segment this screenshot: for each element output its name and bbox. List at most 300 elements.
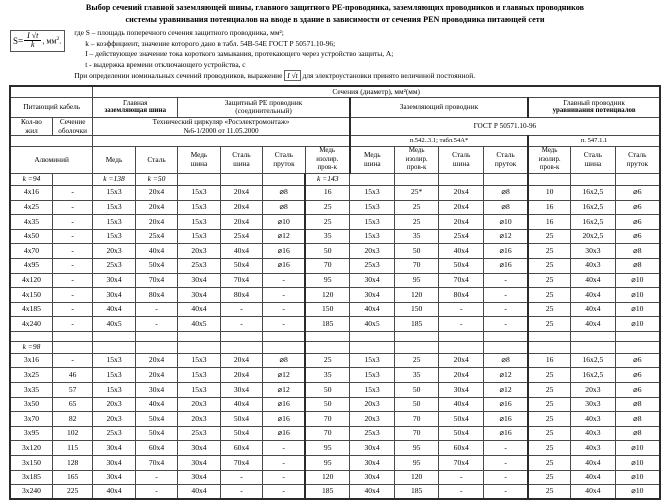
table-cell: 30x4 <box>93 456 135 471</box>
table-cell: 16x2,5 <box>571 368 616 383</box>
table-row <box>10 397 660 412</box>
table-row <box>10 441 660 456</box>
table-cell: 4x95 <box>10 258 52 273</box>
table-cell: 15x3 <box>350 368 395 383</box>
col-pe-steel-rod: Сталь пруток <box>263 147 305 174</box>
table-cell: 25x3 <box>93 258 135 273</box>
table-cell: 150 <box>305 302 350 317</box>
page-title <box>0 0 670 25</box>
table-cell: 30x4 <box>350 456 395 471</box>
table-cell: 40x4 <box>178 485 220 500</box>
table-cell: 10 <box>528 185 570 200</box>
table-cell: ⌀10 <box>263 215 305 230</box>
table-cell: ⌀8 <box>484 185 529 200</box>
table-cell: - <box>439 485 484 500</box>
table-row <box>10 470 660 485</box>
legend-line-s: где S – площадь поперечного сечения защитного проводника, мм²; <box>74 28 284 37</box>
table-cell: - <box>439 302 484 317</box>
table-cell: 50x4 <box>439 258 484 273</box>
table-cell: ⌀16 <box>484 397 529 412</box>
table-cell: 70x4 <box>135 273 177 288</box>
table-cell: - <box>263 456 305 471</box>
table-cell: 25 <box>528 244 570 259</box>
table-cell: 16 <box>528 353 570 368</box>
table-cell: 128 <box>52 456 92 471</box>
table-cell: 30x4 <box>178 441 220 456</box>
k-value-cell <box>615 173 660 185</box>
table-cell: 4x50 <box>10 229 52 244</box>
table-cell: 25x3 <box>178 258 220 273</box>
sheath-label-l2: оболочки <box>58 126 87 135</box>
table-cell: ⌀10 <box>615 456 660 471</box>
table-cell: ⌀16 <box>263 244 305 259</box>
k-value-cell <box>263 341 305 353</box>
table-cell: 3x35 <box>10 383 52 398</box>
k-value-cell <box>52 341 92 353</box>
table-cell: 20x4 <box>439 200 484 215</box>
reference-circular <box>93 117 350 135</box>
table-cell: 25 <box>528 456 570 471</box>
spacer-cell <box>305 331 350 341</box>
table-cell: 30x4 <box>93 470 135 485</box>
table-row <box>10 244 660 259</box>
table-cell: 3x50 <box>10 397 52 412</box>
table-cell: 25 <box>528 317 570 332</box>
title-line-1: Выбор сечений главной заземляющей шины, главного защитного PE-проводника, заземляющих проводников и главных проводников <box>85 3 585 12</box>
table-cell: 46 <box>52 368 92 383</box>
table-cell: 50x4 <box>439 426 484 441</box>
table-cell: 3x240 <box>10 485 52 500</box>
table-cell: 25 <box>528 397 570 412</box>
table-cell: - <box>52 244 92 259</box>
table-cell: - <box>52 200 92 215</box>
table-cell: 15x3 <box>178 185 220 200</box>
table-cell: 25 <box>305 200 350 215</box>
table-cell: 25 <box>394 353 439 368</box>
table-cell: 35 <box>394 229 439 244</box>
k-value-cell <box>439 341 484 353</box>
table-cell: - <box>484 485 529 500</box>
table-cell: ⌀6 <box>615 383 660 398</box>
formula-denominator: k <box>30 40 35 50</box>
col-earth-steel-bar: Сталь шина <box>439 147 484 174</box>
table-row <box>10 200 660 215</box>
table-cell: 16x2,5 <box>571 353 616 368</box>
table-cell: 25 <box>528 485 570 500</box>
spacer-cell <box>220 331 262 341</box>
table-cell: 120 <box>394 288 439 303</box>
table-cell: 25 <box>528 258 570 273</box>
table-cell: 16x2,5 <box>571 200 616 215</box>
table-cell: 40x3 <box>571 412 616 427</box>
table-cell: 20x4 <box>220 368 262 383</box>
reference-gost: ГОСТ Р 50571.10-96 <box>473 122 537 131</box>
table-cell: 50x4 <box>220 412 262 427</box>
table-cell: 15x3 <box>178 368 220 383</box>
table-cell: 3x150 <box>10 456 52 471</box>
table-cell: 50 <box>394 244 439 259</box>
legend-note <box>74 70 664 82</box>
table-cell: 70 <box>394 258 439 273</box>
table-cell: 60x4 <box>135 441 177 456</box>
spacer-cell <box>10 331 52 341</box>
group-pe-l2: (соединительный) <box>235 106 292 116</box>
table-cell: 20x4 <box>439 185 484 200</box>
table-cell: 25 <box>394 200 439 215</box>
k-values-row-section-2 <box>10 341 660 353</box>
banner-sections: Сечения (диаметр), мм²(мм) <box>93 86 660 98</box>
table-cell: 25x3 <box>350 426 395 441</box>
table-row <box>10 215 660 230</box>
k-value-cell <box>528 341 570 353</box>
table-cell: 50 <box>305 383 350 398</box>
table-cell: 40x4 <box>571 273 616 288</box>
table-cell: 25 <box>528 229 570 244</box>
table-row <box>10 273 660 288</box>
table-cell: 40x3 <box>571 426 616 441</box>
table-cell: 20x2,5 <box>571 229 616 244</box>
legend-line-i: I – действующее значение тока короткого замыкания, протекающего через устройство защиты, А; <box>85 49 394 59</box>
table-cell: ⌀12 <box>484 368 529 383</box>
table-cell: 40x4 <box>571 470 616 485</box>
table-cell: 20x3 <box>93 397 135 412</box>
table-cell: - <box>135 302 177 317</box>
table-cell: ⌀16 <box>484 426 529 441</box>
table-cell: 20x4 <box>439 215 484 230</box>
col-eq-steel-rod: Сталь пруток <box>615 147 660 174</box>
table-cell: 15x3 <box>178 200 220 215</box>
legend-note-before: При определении номинальных сечений проводников, выражение <box>74 71 283 81</box>
table-cell: 95 <box>305 273 350 288</box>
cores-label-l2: жил <box>25 126 38 135</box>
table-cell: 30x4 <box>178 288 220 303</box>
table-cell: 20x3 <box>178 397 220 412</box>
table-cell: ⌀16 <box>263 426 305 441</box>
table-cell: 185 <box>394 317 439 332</box>
table-cell: - <box>220 470 262 485</box>
table-cell: 25 <box>528 288 570 303</box>
table-cell: - <box>263 485 305 500</box>
table-cell: 20x4 <box>439 353 484 368</box>
table-cell: 15x3 <box>178 353 220 368</box>
table-cell: 185 <box>394 485 439 500</box>
table-cell: 30x4 <box>350 470 395 485</box>
table-cell: 4x150 <box>10 288 52 303</box>
table-cell: 95 <box>394 456 439 471</box>
k-value-cell <box>350 173 395 185</box>
clause-542: п.542..3.1; табл.54А* <box>350 136 528 147</box>
table-cell: - <box>484 273 529 288</box>
table-cell: 35 <box>305 229 350 244</box>
table-cell: 20x4 <box>135 368 177 383</box>
clause-spacer-left <box>10 136 93 147</box>
table-cell: ⌀8 <box>263 185 305 200</box>
table-cell: 25x4 <box>220 229 262 244</box>
section-separator-row <box>10 331 660 341</box>
col-pe-copper-bar: Медь шина <box>178 147 220 174</box>
table-cell: ⌀8 <box>615 412 660 427</box>
formula-fraction <box>24 32 41 50</box>
table-cell: 40x4 <box>93 302 135 317</box>
table-cell: 40x4 <box>439 397 484 412</box>
title-line-2: системы уравнивания потенциалов на вводе в здание в зависимости от сечения PEN проводника питающей сети <box>125 14 545 24</box>
group-earth-conductor: Заземляющий проводник <box>350 97 528 117</box>
table-cell: 4x25 <box>10 200 52 215</box>
table-cell: 15x3 <box>350 353 395 368</box>
table-cell: 40x4 <box>220 397 262 412</box>
table-cell: 150 <box>394 302 439 317</box>
cores-label-l1: Кол-во <box>21 117 42 126</box>
k-value-cell: k =143 <box>305 173 350 185</box>
col-eq-steel-bar: Сталь шина <box>571 147 616 174</box>
formula-lhs: S= <box>13 35 24 46</box>
conductor-sections-table <box>9 85 661 500</box>
table-cell: 70 <box>305 426 350 441</box>
table-cell: ⌀8 <box>615 244 660 259</box>
table-group-header-row <box>10 97 660 117</box>
table-cell: ⌀8 <box>615 258 660 273</box>
table-cell: ⌀10 <box>615 317 660 332</box>
k-value-cell: k =138 <box>93 173 135 185</box>
table-cell: ⌀16 <box>484 244 529 259</box>
table-cell: - <box>439 317 484 332</box>
table-cell: 40x4 <box>439 244 484 259</box>
table-row <box>10 302 660 317</box>
legend-text <box>65 28 664 82</box>
table-cell: 50x4 <box>439 412 484 427</box>
banner-spacer <box>10 86 93 98</box>
table-cell: 50 <box>394 397 439 412</box>
table-cell: 15x3 <box>178 215 220 230</box>
k-value-cell: k =94 <box>10 173 52 185</box>
spacer-cell <box>350 331 395 341</box>
table-cell: - <box>52 317 92 332</box>
formula-legend-block <box>0 25 670 84</box>
table-cell: ⌀10 <box>615 302 660 317</box>
table-cell: 25 <box>394 215 439 230</box>
spacer-cell <box>571 331 616 341</box>
table-cell: 16x2,5 <box>571 215 616 230</box>
table-cell: ⌀10 <box>484 215 529 230</box>
table-cell: 82 <box>52 412 92 427</box>
table-cell: 40x4 <box>571 485 616 500</box>
legend-note-after: для электроустановки принято величиной постоянной. <box>302 71 476 81</box>
spacer-cell <box>178 331 220 341</box>
spacer-cell <box>93 331 135 341</box>
table-cell: 60x4 <box>439 441 484 456</box>
table-cell: 20x3 <box>571 383 616 398</box>
k-value-cell <box>52 173 92 185</box>
table-cell: 25x3 <box>93 426 135 441</box>
k-values-row-section-1 <box>10 173 660 185</box>
table-cell: - <box>52 273 92 288</box>
table-cell: 35 <box>305 368 350 383</box>
table-cell: - <box>263 441 305 456</box>
table-row <box>10 317 660 332</box>
k-value-cell <box>263 173 305 185</box>
col-sheath-label <box>52 117 92 135</box>
table-cell: 70x4 <box>439 456 484 471</box>
k-value-cell <box>220 173 262 185</box>
table-cell: ⌀6 <box>615 353 660 368</box>
table-cell: ⌀12 <box>484 383 529 398</box>
table-cell: 3x16 <box>10 353 52 368</box>
spacer-cell <box>484 331 529 341</box>
table-cell: ⌀16 <box>263 397 305 412</box>
table-cell: 15x3 <box>350 200 395 215</box>
table-cell: 15x3 <box>93 383 135 398</box>
table-cell: 25 <box>528 441 570 456</box>
col-mgb-copper: Медь <box>93 147 135 174</box>
table-cell: 15x3 <box>93 215 135 230</box>
k-value-cell <box>615 341 660 353</box>
table-cell: 25 <box>528 412 570 427</box>
table-row <box>10 353 660 368</box>
table-cell: 30x4 <box>178 273 220 288</box>
table-cell: 95 <box>394 273 439 288</box>
table-cell: 4x35 <box>10 215 52 230</box>
table-cell: 4x70 <box>10 244 52 259</box>
table-cell: - <box>220 485 262 500</box>
table-cell: 15x3 <box>350 383 395 398</box>
table-cell: 50x4 <box>220 258 262 273</box>
table-cell: 20x4 <box>135 353 177 368</box>
col-earth-copper-insulated: Медь изолир. пров-к <box>394 147 439 174</box>
table-cell: 20x4 <box>135 200 177 215</box>
table-cell: - <box>263 470 305 485</box>
col-mgb-steel: Сталь <box>135 147 177 174</box>
table-cell: 15x3 <box>350 215 395 230</box>
k-value-cell <box>484 341 529 353</box>
table-cell: 40x4 <box>178 302 220 317</box>
table-cell: ⌀16 <box>263 412 305 427</box>
col-pe-copper-insulated: Медь изолир. пров-к <box>305 147 350 174</box>
table-cell: 20x4 <box>220 185 262 200</box>
group-main-bus-l1: Главная <box>123 97 148 107</box>
table-cell: 95 <box>305 456 350 471</box>
legend-note-boxed-formula: I √t <box>284 70 300 81</box>
table-cell: ⌀12 <box>263 229 305 244</box>
group-pe-l1: Защитный PE проводник <box>224 97 303 107</box>
table-cell: - <box>484 302 529 317</box>
table-cell: 40x4 <box>93 485 135 500</box>
table-cell: 70x4 <box>135 456 177 471</box>
table-cell: - <box>52 185 92 200</box>
table-cell: 25 <box>305 353 350 368</box>
spacer-cell <box>263 331 305 341</box>
circular-line-1: Технический циркуляр «Росэлектромонтаж» <box>152 117 290 126</box>
table-cell: 185 <box>305 485 350 500</box>
k-value-cell <box>484 173 529 185</box>
table-row <box>10 229 660 244</box>
table-cell: 15x3 <box>350 185 395 200</box>
k-value-cell <box>305 341 350 353</box>
table-cell: 120 <box>305 288 350 303</box>
spacer-cell <box>615 331 660 341</box>
table-cell: 30x3 <box>571 244 616 259</box>
table-cell: 25x3 <box>178 426 220 441</box>
table-cell: 40x4 <box>571 302 616 317</box>
table-cell: 40x5 <box>93 317 135 332</box>
table-cell: 50x4 <box>135 412 177 427</box>
k-value-cell <box>350 341 395 353</box>
table-cell: 15x3 <box>178 383 220 398</box>
table-cell: 70x4 <box>220 273 262 288</box>
col-aluminium: Алюминий <box>10 147 93 174</box>
table-cell: ⌀10 <box>615 470 660 485</box>
table-cell: 65 <box>52 397 92 412</box>
k-value-cell <box>439 173 484 185</box>
table-cell: 20x4 <box>220 215 262 230</box>
table-cell: 25x4 <box>135 229 177 244</box>
table-cell: - <box>135 317 177 332</box>
table-clause-row <box>10 136 660 147</box>
table-cell: ⌀8 <box>484 353 529 368</box>
table-cell: 120 <box>305 470 350 485</box>
table-row <box>10 368 660 383</box>
table-cell: 16 <box>528 215 570 230</box>
table-cell: 20x4 <box>439 368 484 383</box>
table-cell: - <box>263 273 305 288</box>
k-value-cell: k =50 <box>135 173 177 185</box>
table-row <box>10 456 660 471</box>
table-cell: ⌀6 <box>615 185 660 200</box>
table-cell: 25x4 <box>439 229 484 244</box>
table-cell: 80x4 <box>220 288 262 303</box>
table-cell: 95 <box>394 441 439 456</box>
table-cell: 20x3 <box>350 397 395 412</box>
table-cell: 3x120 <box>10 441 52 456</box>
table-cell: 50x4 <box>135 426 177 441</box>
table-cell: - <box>263 317 305 332</box>
spacer-cell <box>135 331 177 341</box>
table-cell: 20x4 <box>220 200 262 215</box>
table-cell: 60x4 <box>220 441 262 456</box>
table-cell: ⌀16 <box>484 412 529 427</box>
table-cell: ⌀10 <box>615 485 660 500</box>
table-cell: ⌀6 <box>615 229 660 244</box>
table-cell: - <box>52 258 92 273</box>
table-cell: 15x3 <box>93 229 135 244</box>
table-cell: 165 <box>52 470 92 485</box>
table-cell: - <box>439 470 484 485</box>
table-cell: 80x4 <box>439 288 484 303</box>
legend-line-k: k – коэффициент, значение которого дано в табл. 54B-54E ГОСТ Р 50571.10-96; <box>85 38 336 48</box>
table-cell: ⌀10 <box>615 441 660 456</box>
table-cell: 50 <box>394 383 439 398</box>
table-cell: 40x5 <box>350 317 395 332</box>
table-cell: 30x4 <box>350 273 395 288</box>
table-cell: ⌀8 <box>263 353 305 368</box>
k-value-cell <box>178 173 220 185</box>
table-cell: 25 <box>528 383 570 398</box>
spacer-cell <box>439 331 484 341</box>
table-cell: 30x4 <box>135 383 177 398</box>
table-cell: 4x185 <box>10 302 52 317</box>
table-cell: - <box>52 353 92 368</box>
reference-gost-wrapper <box>350 117 660 135</box>
table-cell: 3x95 <box>10 426 52 441</box>
table-cell: 40x4 <box>571 317 616 332</box>
table-cell: ⌀8 <box>615 426 660 441</box>
table-cell: 70 <box>305 412 350 427</box>
group-cable: Питающий кабель <box>10 97 93 117</box>
table-cell: - <box>484 470 529 485</box>
k-value-cell <box>571 173 616 185</box>
table-cell: ⌀16 <box>484 258 529 273</box>
table-cell: 20x3 <box>350 412 395 427</box>
table-cell: - <box>52 288 92 303</box>
